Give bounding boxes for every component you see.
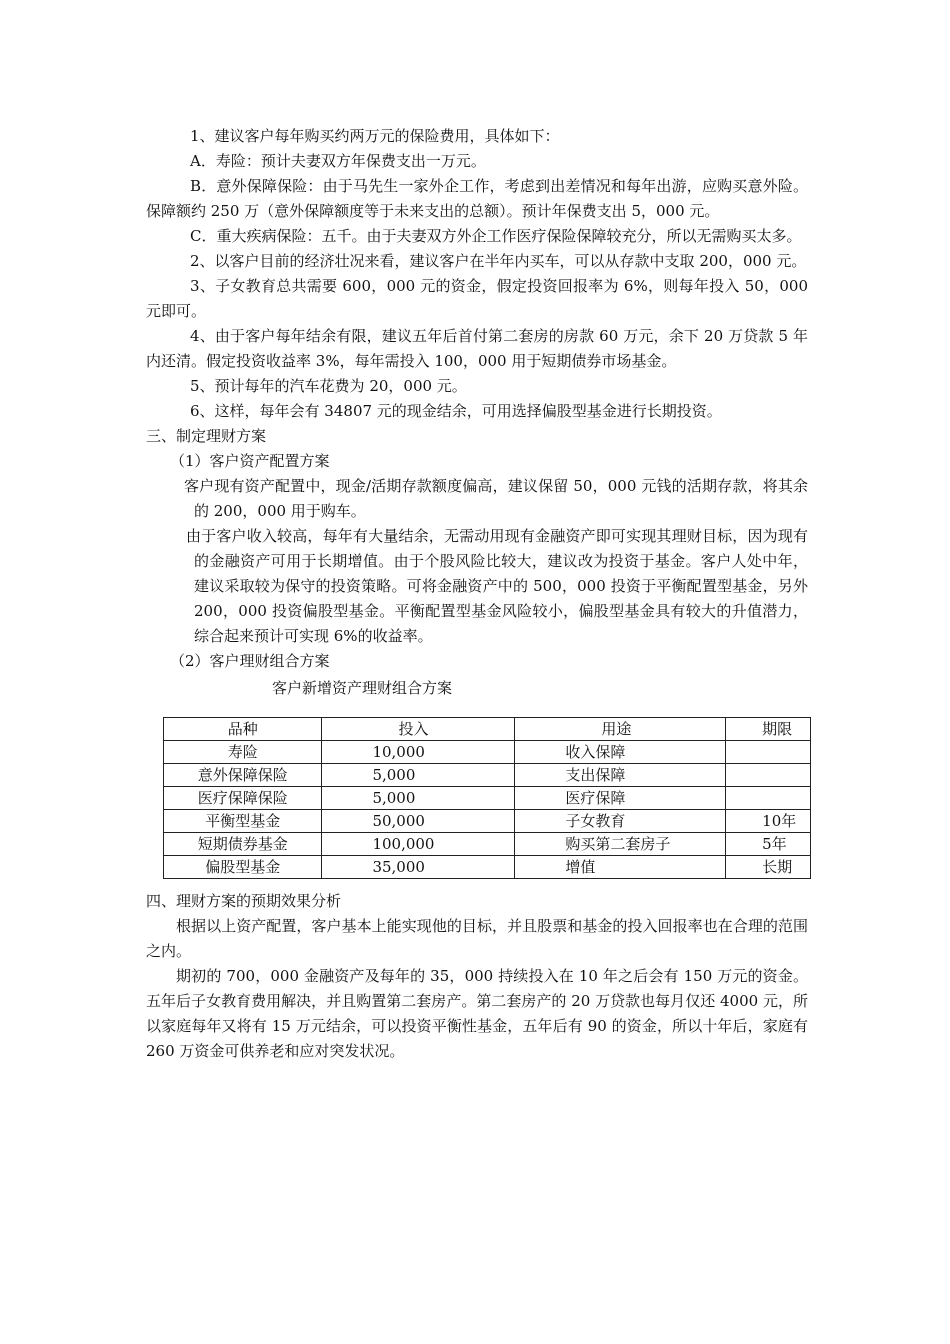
section3-title: 三、制定理财方案 bbox=[146, 427, 267, 445]
table-row bbox=[164, 833, 811, 856]
insurance-life: A．寿险：预计夫妻双方年保费支出一万元。 bbox=[190, 152, 486, 170]
section4-title: 四、理财方案的预期效果分析 bbox=[146, 892, 342, 910]
table-cell: 支出保障 bbox=[515, 764, 726, 787]
table-header-row bbox=[164, 718, 811, 741]
table-cell: 100,000 bbox=[322, 833, 515, 856]
insurance-critical: C．重大疾病保险：五千。由于夫妻双方外企工作医疗保险保障较充分，所以无需购买太多。 bbox=[190, 227, 802, 245]
table-cell: 偏股型基金 bbox=[164, 856, 322, 879]
table-cell: 10年 bbox=[726, 810, 811, 833]
header-cell: 投入 bbox=[322, 718, 515, 741]
table-row bbox=[164, 810, 811, 833]
item-education: 3、子女教育总共需要 600，000 元的资金，假定投资回报率为 6%，则每年投入 50，000 元即可。 bbox=[146, 277, 808, 320]
insurance-accident: B．意外保障保险：由于马先生一家外企工作，考虑到出差情况和每年出游，应购买意外险。保障额约 250 万（意外保障额度等于未来支出的总额）。预计年保费支出 5，000 元。 bbox=[146, 177, 808, 220]
item-house: 4、由于客户每年结余有限，建议五年后首付第二套房的房款 60 万元，余下 20 万贷款 5 年内还清。假定投资收益率 3%，每年需投入 100，000 用于短期债券市场基金。 bbox=[146, 327, 808, 370]
section4-para1: 根据以上资产配置，客户基本上能实现他的目标，并且股票和基金的投入回报率也在合理的范围之内。 bbox=[146, 917, 808, 960]
table-cell: 增值 bbox=[515, 856, 726, 879]
table-cell: 医疗保障保险 bbox=[164, 787, 322, 810]
table-cell: 5,000 bbox=[322, 764, 515, 787]
table-row bbox=[164, 741, 811, 764]
item-car: 2、以客户目前的经济壮况来看，建议客户在半年内买车，可以从存款中支取 200，000 元。 bbox=[190, 252, 807, 270]
table-cell bbox=[726, 741, 811, 764]
table-cell: 医疗保障 bbox=[515, 787, 726, 810]
table-cell: 35,000 bbox=[322, 856, 515, 879]
table-cell: 收入保障 bbox=[515, 741, 726, 764]
document-page bbox=[146, 124, 808, 1064]
header-cell: 品种 bbox=[164, 718, 322, 741]
table-row bbox=[164, 856, 811, 879]
table-cell: 短期债券基金 bbox=[164, 833, 322, 856]
table-cell: 5,000 bbox=[322, 787, 515, 810]
header-cell: 期限 bbox=[726, 718, 811, 741]
table-cell: 意外保障保险 bbox=[164, 764, 322, 787]
table-caption: 客户新增资产理财组合方案 bbox=[272, 679, 453, 697]
section3-para1: 客户现有资产配置中，现金/活期存款额度偏高，建议保留 50，000 元钱的活期存款，将其余的 200，000 用于购车。 bbox=[184, 477, 808, 520]
table-row bbox=[164, 764, 811, 787]
insurance-intro: 1、建议客户每年购买约两万元的保险费用，具体如下： bbox=[190, 127, 560, 145]
item-car-cost: 5、预计每年的汽车花费为 20，000 元。 bbox=[190, 377, 467, 395]
table-cell: 50,000 bbox=[322, 810, 515, 833]
table-cell: 寿险 bbox=[164, 741, 322, 764]
table-row bbox=[164, 787, 811, 810]
section4-para2: 期初的 700，000 金融资产及每年的 35，000 持续投入在 10 年之后会有 150 万元的资金。五年后子女教育费用解决，并且购置第二套房产。第二套房产的 20 万贷款也每月仅还 4000 元，所以家庭每年又将有 15 万元结余，可以投资平衡性基金，五年后有 90 的资金，所以十年后，家庭有 260 万资金可供养老和应对突发状况。 bbox=[146, 967, 808, 1060]
section3-sub1: （1）客户资产配置方案 bbox=[170, 452, 330, 470]
table-cell: 购买第二套房子 bbox=[515, 833, 726, 856]
section3-para2: 由于客户收入较高，每年有大量结余，无需动用现有金融资产即可实现其理财目标，因为现有的金融资产可用于长期增值。由于个股风险比较大，建议改为投资于基金。客户人处中年，建议采取较为保守的投资策略。可将金融资产中的 500，000 投资于平衡配置型基金，另外 200，000 投资偏股型基金。平衡配置型基金风险较小，偏股型基金具有较大的升值潜力，综合起来预计可实现 6%的收益率。 bbox=[186, 527, 808, 645]
table-cell: 10,000 bbox=[322, 741, 515, 764]
item-surplus: 6、这样，每年会有 34807 元的现金结余，可用选择偏股型基金进行长期投资。 bbox=[190, 402, 722, 420]
section3-sub2: （2）客户理财组合方案 bbox=[170, 652, 330, 670]
table-cell: 5年 bbox=[726, 833, 811, 856]
header-cell: 用途 bbox=[515, 718, 726, 741]
table-cell: 长期 bbox=[726, 856, 811, 879]
table-cell: 子女教育 bbox=[515, 810, 726, 833]
table-cell: 平衡型基金 bbox=[164, 810, 322, 833]
portfolio-table bbox=[163, 717, 811, 879]
table-cell bbox=[726, 787, 811, 810]
table-cell bbox=[726, 764, 811, 787]
